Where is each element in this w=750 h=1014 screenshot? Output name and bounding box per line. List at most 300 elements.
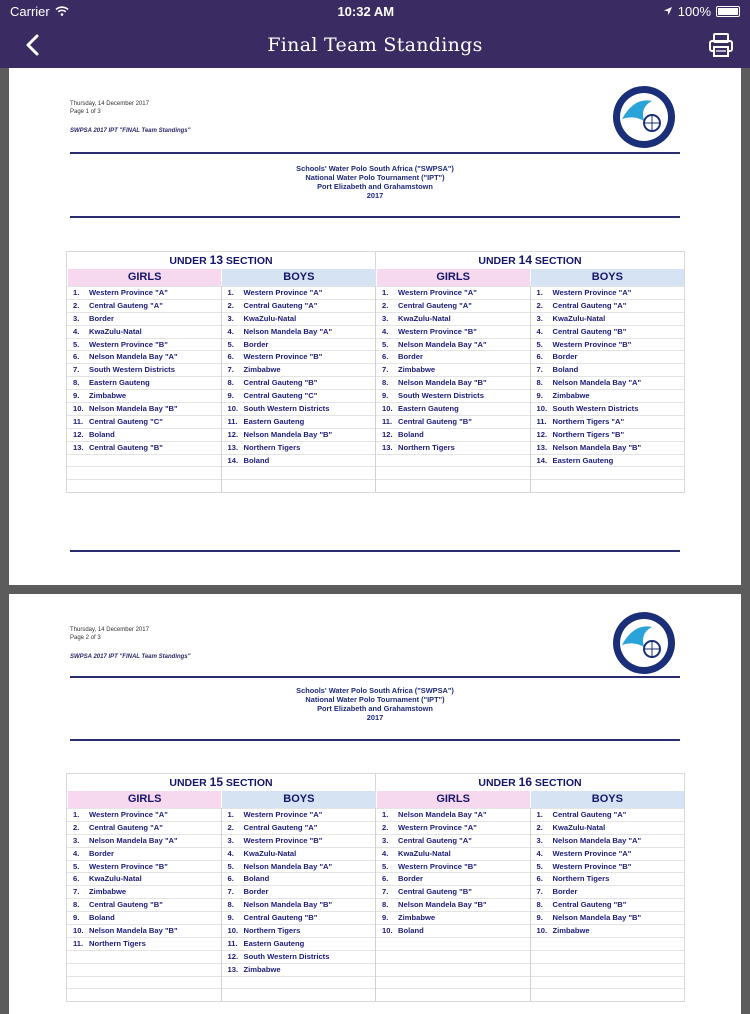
standing-row xyxy=(222,441,376,454)
team-name: KwaZulu-Natal xyxy=(89,874,142,884)
standing-row xyxy=(376,299,530,312)
standing-row xyxy=(531,376,685,389)
rank-number: 9. xyxy=(382,913,389,923)
team-name: Border xyxy=(398,352,423,362)
rank-number: 12. xyxy=(227,951,239,961)
standing-row xyxy=(222,950,376,963)
standing-row xyxy=(222,808,376,821)
rank-number: 9. xyxy=(73,391,80,401)
team-name: KwaZulu-Natal xyxy=(552,313,606,323)
standing-row xyxy=(67,821,221,834)
rank-number: 2. xyxy=(382,300,389,310)
standing-row xyxy=(531,428,685,441)
rank-number: 10. xyxy=(227,404,239,414)
standing-row xyxy=(376,415,530,428)
boys-header: BOYS xyxy=(530,791,684,808)
team-name: Nelson Mandela Bay "A" xyxy=(398,339,487,349)
rank-number: 8. xyxy=(382,900,389,910)
rank-number: 5. xyxy=(382,339,389,349)
standing-row xyxy=(531,988,685,1001)
standing-row xyxy=(67,924,221,937)
standing-row xyxy=(222,286,376,299)
header-divider xyxy=(70,152,680,154)
rank-number: 5. xyxy=(73,861,80,871)
rank-number: 9. xyxy=(73,913,80,923)
standing-row xyxy=(67,299,221,312)
rank-number: 11. xyxy=(227,938,238,948)
standing-row xyxy=(67,415,221,428)
standing-row xyxy=(376,376,530,389)
battery-percent: 100% xyxy=(677,3,711,19)
rank-number: 7. xyxy=(227,887,234,897)
rank-number: 2. xyxy=(536,822,543,832)
standing-row xyxy=(222,937,376,950)
rank-number: 8. xyxy=(536,900,543,910)
document-heading xyxy=(9,164,741,200)
rank-number: 5. xyxy=(227,861,234,871)
team-name: Boland xyxy=(243,874,270,884)
rank-number: 10. xyxy=(536,926,548,936)
team-name: Northern Tigers xyxy=(243,926,301,936)
team-name: Boland xyxy=(398,926,424,936)
standing-row xyxy=(376,441,530,454)
page-title: Final Team Standings xyxy=(267,34,483,56)
team-name: Boland xyxy=(398,429,424,439)
team-name: Zimbabwe xyxy=(243,365,281,375)
standing-row xyxy=(376,937,530,950)
rank-number: 10. xyxy=(73,926,84,936)
section-title-number: 13 xyxy=(209,253,224,267)
back-chevron-icon[interactable] xyxy=(18,30,48,60)
rank-number: 13. xyxy=(227,964,239,974)
team-name: Western Province "B" xyxy=(398,861,477,871)
rank-number: 1. xyxy=(382,810,389,819)
footer-divider xyxy=(70,550,680,552)
rank-number: 4. xyxy=(382,848,389,858)
standing-row xyxy=(376,428,530,441)
rank-number: 3. xyxy=(227,313,234,323)
rank-number: 10. xyxy=(382,926,393,936)
standing-row xyxy=(222,466,376,479)
team-name: Boland xyxy=(243,455,270,465)
section-title-prefix: UNDER xyxy=(169,777,210,789)
team-name: Nelson Mandela Bay "A" xyxy=(398,810,487,819)
girls-header: GIRLS xyxy=(376,269,530,286)
rank-number: 6. xyxy=(382,352,389,362)
standing-row xyxy=(376,338,530,351)
rank-number: 5. xyxy=(536,861,543,871)
location-arrow-icon xyxy=(663,6,673,16)
team-name: Western Province "B" xyxy=(552,339,632,349)
section-title-number: 14 xyxy=(518,253,533,267)
team-name: Zimbabwe xyxy=(552,391,590,401)
team-name: Western Province "A" xyxy=(243,810,323,819)
rank-number: 6. xyxy=(536,352,543,362)
rank-number: 12. xyxy=(536,429,548,439)
section-title-number: 16 xyxy=(518,775,533,789)
standing-row xyxy=(376,363,530,376)
standing-row xyxy=(67,350,221,363)
rank-number: 4. xyxy=(227,326,234,336)
rank-number: 9. xyxy=(382,391,389,401)
rank-number: 6. xyxy=(73,352,80,362)
standing-row xyxy=(376,898,530,911)
team-name: Nelson Mandela Bay "A" xyxy=(243,326,333,336)
standing-row xyxy=(376,389,530,402)
team-name: Border xyxy=(89,313,114,323)
section-title xyxy=(67,252,375,269)
rank-number: 2. xyxy=(536,300,543,310)
standing-row xyxy=(531,821,685,834)
standing-row xyxy=(222,860,376,873)
boys-column xyxy=(530,286,685,492)
standing-row xyxy=(67,325,221,338)
standing-row xyxy=(67,847,221,860)
rank-number: 8. xyxy=(73,378,80,388)
team-name: Western Province "B" xyxy=(243,835,323,845)
standing-row xyxy=(67,834,221,847)
rank-number: 8. xyxy=(73,900,80,910)
standing-row xyxy=(531,338,685,351)
team-name: South Western Districts xyxy=(552,404,639,414)
team-name: Central Gauteng "C" xyxy=(89,416,163,426)
team-name: Border xyxy=(552,352,578,362)
team-name: Western Province "A" xyxy=(243,288,323,297)
rank-number: 5. xyxy=(382,861,389,871)
rank-number: 8. xyxy=(227,900,234,910)
standing-row xyxy=(222,479,376,492)
rank-number: 3. xyxy=(227,835,234,845)
rank-number: 2. xyxy=(73,300,80,310)
team-name: Nelson Mandela Bay "B" xyxy=(398,378,487,388)
section-title-suffix: SECTION xyxy=(532,777,582,789)
standing-row xyxy=(222,976,376,989)
team-name: Western Province "A" xyxy=(552,848,632,858)
rank-number: 7. xyxy=(73,365,80,375)
team-name: Central Gauteng "B" xyxy=(552,900,627,910)
standing-row xyxy=(222,963,376,976)
team-name: Central Gauteng "A" xyxy=(552,300,627,310)
rank-number: 2. xyxy=(227,300,234,310)
rank-number: 1. xyxy=(73,288,80,297)
section-title-suffix: SECTION xyxy=(223,777,273,789)
standing-row xyxy=(376,479,530,492)
team-name: Nelson Mandela Bay "A" xyxy=(89,352,178,362)
rank-number: 3. xyxy=(382,313,389,323)
standing-row xyxy=(531,963,685,976)
heading-line: Port Elizabeth and Grahamstown xyxy=(317,182,433,191)
rank-number: 13. xyxy=(73,442,84,452)
standing-row xyxy=(531,885,685,898)
page-number: Page 1 of 3 xyxy=(70,109,101,115)
team-name: Eastern Gauteng xyxy=(552,455,614,465)
standing-row xyxy=(376,834,530,847)
team-name: Zimbabwe xyxy=(243,964,281,974)
standing-row xyxy=(376,872,530,885)
team-name: Central Gauteng "B" xyxy=(243,378,318,388)
team-name: Central Gauteng "B" xyxy=(89,900,163,910)
standing-row xyxy=(222,338,376,351)
document-title: SWPSA 2017 IPT "FINAL Team Standings" xyxy=(70,128,191,134)
team-name: Central Gauteng "A" xyxy=(552,810,627,819)
girls-column xyxy=(67,286,221,492)
standing-row xyxy=(222,898,376,911)
standing-row xyxy=(67,338,221,351)
team-name: Western Province "A" xyxy=(398,288,477,297)
rank-number: 9. xyxy=(227,913,234,923)
rank-number: 10. xyxy=(382,404,393,414)
standing-row xyxy=(531,950,685,963)
section-title-number: 15 xyxy=(209,775,224,789)
boys-header: BOYS xyxy=(221,269,375,286)
rank-number: 9. xyxy=(536,913,543,923)
rank-number: 2. xyxy=(73,822,80,832)
standing-row xyxy=(376,402,530,415)
team-name: Central Gauteng "B" xyxy=(89,442,163,452)
printer-icon[interactable] xyxy=(706,30,736,60)
rank-number: 8. xyxy=(382,378,389,388)
section-title-prefix: UNDER xyxy=(478,255,519,267)
standing-row xyxy=(222,872,376,885)
section-title xyxy=(67,774,375,791)
team-name: KwaZulu-Natal xyxy=(398,313,451,323)
team-name: Border xyxy=(243,887,269,897)
team-name: Central Gauteng "B" xyxy=(398,887,472,897)
team-name: KwaZulu-Natal xyxy=(243,848,297,858)
section-title xyxy=(375,252,684,269)
team-name: Central Gauteng "A" xyxy=(89,822,163,832)
standing-row xyxy=(222,428,376,441)
standing-row xyxy=(376,312,530,325)
column-header-row xyxy=(67,791,684,808)
rank-number: 3. xyxy=(73,835,80,845)
standing-row xyxy=(222,847,376,860)
team-name: South Western Districts xyxy=(398,391,484,401)
heading-line: 2017 xyxy=(366,191,384,200)
clock: 10:32 AM xyxy=(337,3,395,19)
standing-row xyxy=(67,286,221,299)
team-name: Western Province "B" xyxy=(89,339,168,349)
rank-number: 13. xyxy=(227,442,239,452)
standing-row xyxy=(531,286,685,299)
heading-divider xyxy=(70,216,680,218)
rank-number: 1. xyxy=(227,810,234,819)
team-name: Western Province "A" xyxy=(89,810,168,819)
boys-column xyxy=(221,808,376,1001)
standing-row xyxy=(376,988,530,1001)
standing-row xyxy=(376,808,530,821)
rank-number: 4. xyxy=(382,326,389,336)
team-name: Nelson Mandela Bay "A" xyxy=(552,378,642,388)
rank-number: 6. xyxy=(382,874,389,884)
rank-number: 5. xyxy=(536,339,543,349)
standing-row xyxy=(376,924,530,937)
rank-number: 13. xyxy=(382,442,393,452)
team-name: Northern Tigers xyxy=(89,938,146,948)
team-name: Boland xyxy=(89,913,115,923)
team-name: South Western Districts xyxy=(243,404,330,414)
standing-row xyxy=(376,325,530,338)
battery-icon xyxy=(716,6,740,17)
app-bar xyxy=(0,0,750,68)
standing-row xyxy=(531,834,685,847)
standing-row xyxy=(376,885,530,898)
carrier-label: Carrier xyxy=(10,3,50,19)
team-name: Zimbabwe xyxy=(398,365,436,375)
team-name: KwaZulu-Natal xyxy=(398,848,451,858)
rank-number: 1. xyxy=(536,288,543,297)
standing-row xyxy=(222,834,376,847)
section-title-prefix: UNDER xyxy=(478,777,519,789)
standing-row xyxy=(531,924,685,937)
team-name: Northern Tigers "B" xyxy=(552,429,625,439)
document-page xyxy=(9,594,741,1014)
section-title xyxy=(375,774,684,791)
boys-header: BOYS xyxy=(530,269,684,286)
standing-row xyxy=(222,376,376,389)
rank-number: 2. xyxy=(382,822,389,832)
girls-header: GIRLS xyxy=(67,791,221,808)
standing-row xyxy=(222,988,376,1001)
team-name: KwaZulu-Natal xyxy=(552,822,606,832)
section-title-suffix: SECTION xyxy=(223,255,273,267)
standing-row xyxy=(67,988,221,1001)
rank-number: 6. xyxy=(227,352,234,362)
standing-row xyxy=(376,350,530,363)
heading-divider xyxy=(70,739,680,741)
team-name: Zimbabwe xyxy=(552,926,590,936)
team-name: Border xyxy=(89,848,114,858)
girls-column xyxy=(375,808,530,1001)
standing-row xyxy=(222,389,376,402)
heading-line: National Water Polo Tournament ("IPT") xyxy=(305,695,445,704)
standing-row xyxy=(531,911,685,924)
standing-row xyxy=(376,976,530,989)
standing-row xyxy=(376,286,530,299)
standing-row xyxy=(67,466,221,479)
team-name: South Western Districts xyxy=(89,365,175,375)
section-title-prefix: UNDER xyxy=(169,255,210,267)
standing-row xyxy=(531,872,685,885)
standing-row xyxy=(531,976,685,989)
rank-number: 14. xyxy=(227,455,239,465)
standing-row xyxy=(67,950,221,963)
heading-line: 2017 xyxy=(366,713,384,722)
rank-number: 4. xyxy=(536,326,543,336)
column-header-row xyxy=(67,269,684,286)
document-heading xyxy=(9,686,741,722)
team-name: Nelson Mandela Bay "A" xyxy=(552,835,642,845)
standing-row xyxy=(67,898,221,911)
standing-row xyxy=(222,312,376,325)
team-name: Northern Tigers "A" xyxy=(552,416,625,426)
standing-row xyxy=(376,911,530,924)
team-name: Northern Tigers xyxy=(398,442,455,452)
rank-number: 4. xyxy=(73,848,80,858)
standing-row xyxy=(531,363,685,376)
team-name: Nelson Mandela Bay "A" xyxy=(243,861,333,871)
team-name: Border xyxy=(552,887,578,897)
standing-row xyxy=(376,950,530,963)
standing-row xyxy=(222,415,376,428)
standing-row xyxy=(531,479,685,492)
heading-line: National Water Polo Tournament ("IPT") xyxy=(305,173,445,182)
team-name: Border xyxy=(243,339,269,349)
standing-row xyxy=(67,808,221,821)
team-name: Western Province "B" xyxy=(89,861,168,871)
team-name: Eastern Gauteng xyxy=(243,416,305,426)
section-title-suffix: SECTION xyxy=(532,255,582,267)
team-name: Central Gauteng "A" xyxy=(89,300,163,310)
rank-number: 6. xyxy=(73,874,80,884)
standing-row xyxy=(531,299,685,312)
wifi-icon xyxy=(55,6,69,16)
document-page xyxy=(9,68,741,585)
standing-row xyxy=(531,898,685,911)
rank-number: 5. xyxy=(73,339,80,349)
rank-number: 11. xyxy=(536,416,547,426)
rank-number: 6. xyxy=(536,874,543,884)
standings-table xyxy=(66,251,685,493)
team-name: Central Gauteng "A" xyxy=(243,822,318,832)
print-date: Thursday, 14 December 2017 xyxy=(70,627,149,633)
rank-number: 12. xyxy=(227,429,239,439)
rank-number: 11. xyxy=(382,416,393,426)
page-meta xyxy=(70,626,149,642)
standing-row xyxy=(531,389,685,402)
swpsa-logo-icon xyxy=(612,85,676,149)
standing-row xyxy=(67,389,221,402)
standing-row xyxy=(67,363,221,376)
standing-row xyxy=(531,937,685,950)
team-name: Zimbabwe xyxy=(398,913,436,923)
boys-column xyxy=(530,808,685,1001)
rank-number: 1. xyxy=(227,288,234,297)
rank-number: 1. xyxy=(536,810,543,819)
rank-number: 13. xyxy=(536,442,548,452)
standing-row xyxy=(67,376,221,389)
heading-line: Schools' Water Polo South Africa ("SWPSA") xyxy=(296,164,454,173)
rank-number: 7. xyxy=(536,887,543,897)
team-name: Boland xyxy=(552,365,579,375)
team-name: Nelson Mandela Bay "B" xyxy=(89,926,178,936)
rank-number: 2. xyxy=(227,822,234,832)
standing-row xyxy=(222,885,376,898)
rank-number: 7. xyxy=(536,365,543,375)
rank-number: 11. xyxy=(73,416,84,426)
status-bar xyxy=(0,0,750,22)
swpsa-logo-icon xyxy=(612,611,676,675)
standing-row xyxy=(531,325,685,338)
standing-row xyxy=(531,312,685,325)
rank-number: 6. xyxy=(227,874,234,884)
header-divider xyxy=(70,676,680,678)
standing-row xyxy=(376,454,530,467)
standing-row xyxy=(531,454,685,467)
team-name: Zimbabwe xyxy=(89,391,127,401)
standing-row xyxy=(531,860,685,873)
standing-row xyxy=(222,325,376,338)
team-name: Northern Tigers xyxy=(552,874,610,884)
rank-number: 10. xyxy=(227,926,239,936)
rank-number: 4. xyxy=(227,848,234,858)
boys-column xyxy=(221,286,376,492)
team-name: Central Gauteng "A" xyxy=(243,300,318,310)
team-name: South Western Districts xyxy=(243,951,330,961)
team-name: Nelson Mandela Bay "B" xyxy=(243,900,333,910)
rank-number: 4. xyxy=(536,848,543,858)
boys-header: BOYS xyxy=(221,791,375,808)
